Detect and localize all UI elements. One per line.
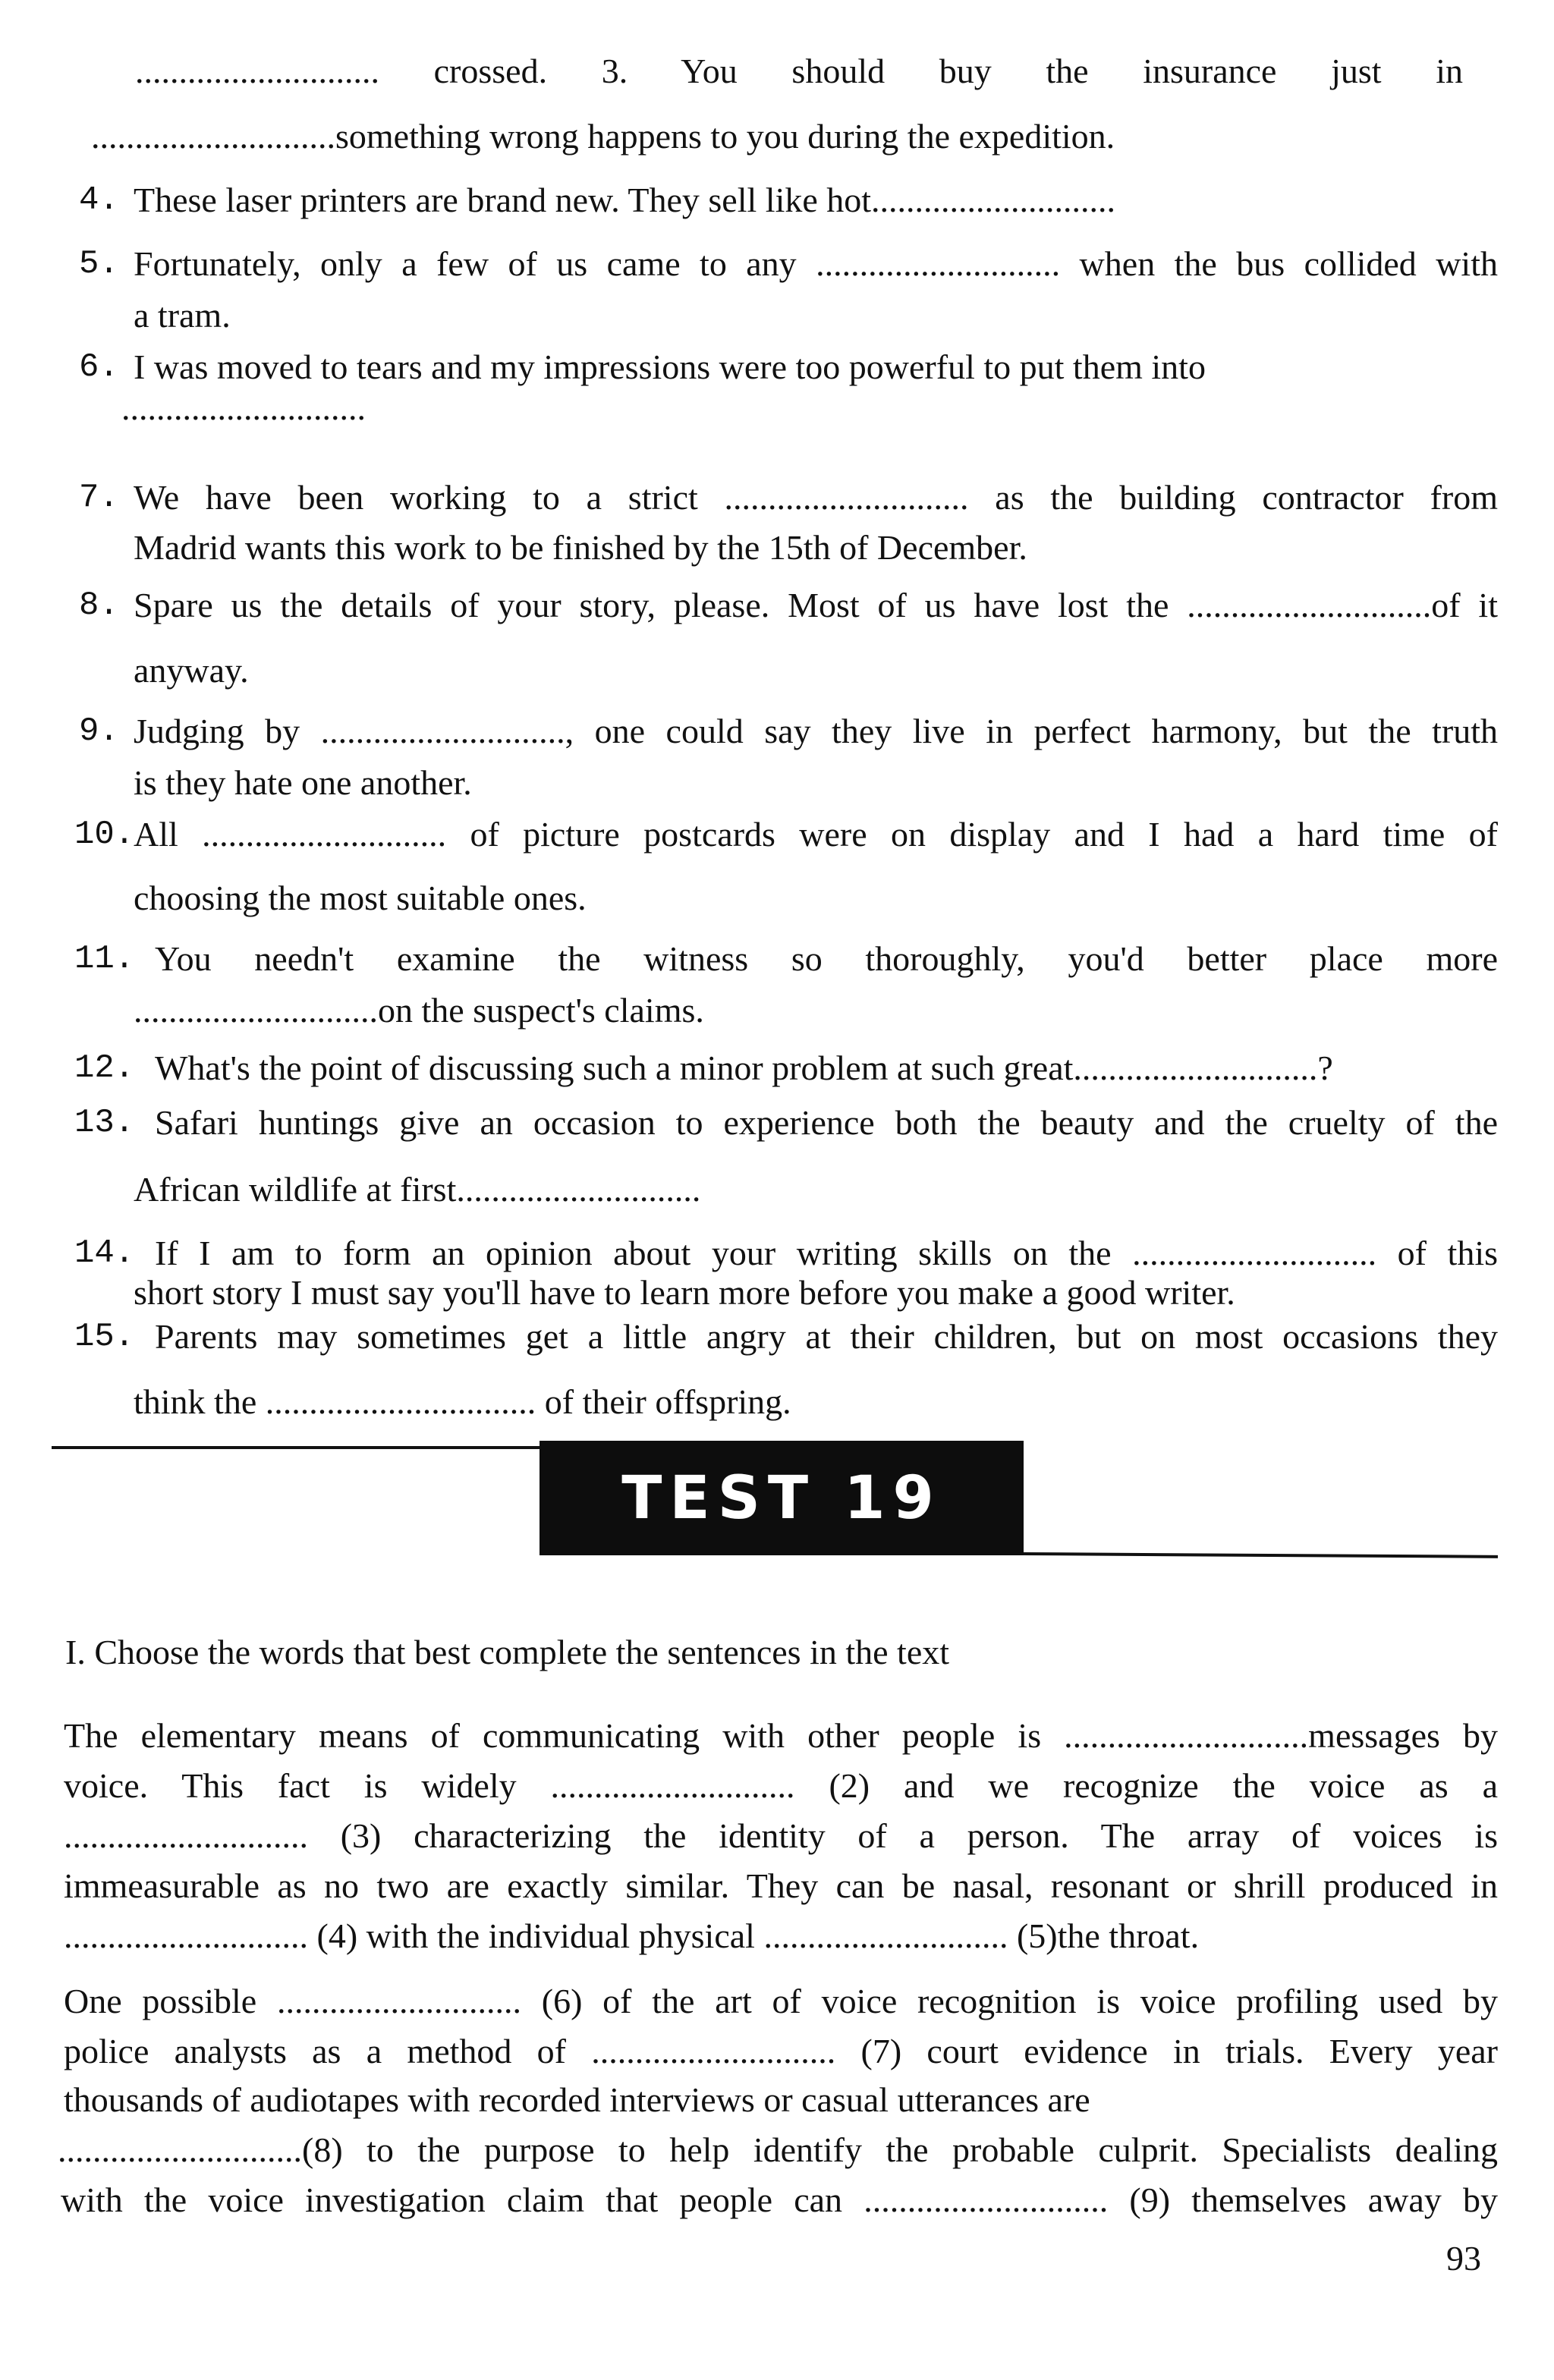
- item-line: We have been working to a strict ............................ as the building contractor from: [134, 478, 1498, 517]
- item-number: 12.: [74, 1049, 135, 1087]
- item-line: If I am to form an opinion about your writing skills on the ............................ of this: [155, 1234, 1498, 1272]
- paragraph-1-line: immeasurable as no two are exactly similar. They can be nasal, resonant or shrill produced in: [64, 1866, 1498, 1905]
- item-line: African wildlife at first............................: [134, 1170, 701, 1209]
- item-line: Parents may sometimes get a little angry at their children, but on most occasions they: [155, 1317, 1498, 1356]
- item-line: What's the point of discussing such a minor problem at such great............................?: [155, 1049, 1333, 1087]
- item-line: anyway.: [134, 651, 249, 690]
- item-line: is they hate one another.: [134, 763, 472, 802]
- paragraph-2-line: One possible ............................ (6) of the art of voice recognition is voice profiling used by: [64, 1982, 1498, 2020]
- paragraph-1-line: ............................ (4) with the individual physical ............................ (5)the throat.: [64, 1916, 1200, 1955]
- item-number: 4.: [79, 181, 119, 219]
- paragraph-1-line: ............................ (3) characterizing the identity of a person. The array of voices is: [64, 1816, 1498, 1855]
- page-number: 93: [1446, 2239, 1481, 2278]
- item-line: You needn't examine the witness so thoroughly, you'd better place more: [155, 939, 1498, 978]
- paragraph-1-line: The elementary means of communicating with other people is ............................messages by: [64, 1716, 1498, 1755]
- item-number: 5.: [79, 245, 119, 283]
- section-instruction: I. Choose the words that best complete the sentences in the text: [65, 1633, 950, 1671]
- paragraph-2-line: with the voice investigation claim that people can ............................ (9) themselves away by: [61, 2180, 1498, 2219]
- item-line: I was moved to tears and my impressions were too powerful to put them into: [134, 347, 1206, 386]
- item-number: 13.: [74, 1104, 135, 1142]
- item-line: short story I must say you'll have to learn more before you make a good writer.: [134, 1273, 1235, 1312]
- paragraph-2-line: police analysts as a method of ............................ (7) court evidence in trials. Every year: [64, 2032, 1498, 2070]
- item-line: ............................on the suspect's claims.: [134, 991, 704, 1030]
- item-line: choosing the most suitable ones.: [134, 879, 587, 917]
- paragraph-1-line: voice. This fact is widely ............................ (2) and we recognize the voice as a: [64, 1766, 1498, 1805]
- item-line: These laser printers are brand new. They sell like hot............................: [134, 181, 1116, 219]
- divider-left: [52, 1446, 541, 1449]
- continuation-line-1: ............................ crossed. 3. You should buy the insurance just in: [135, 52, 1463, 90]
- item-number: 7.: [79, 479, 119, 517]
- item-line: think the ............................... of their offspring.: [134, 1382, 791, 1421]
- test-title-banner: [539, 1441, 1024, 1555]
- item-line: Madrid wants this work to be finished by the 15th of December.: [134, 528, 1027, 567]
- paragraph-2-line: thousands of audiotapes with recorded interviews or casual utterances are: [64, 2080, 1090, 2119]
- item-line: All ............................ of picture postcards were on display and I had a hard time of: [134, 815, 1498, 854]
- item-line: Judging by ............................, one could say they live in perfect harmony, but the truth: [134, 712, 1498, 750]
- divider-right: [1024, 1552, 1498, 1558]
- item-line: a tram.: [134, 296, 231, 335]
- item-number: 11.: [74, 940, 135, 978]
- test-title: TEST 19: [621, 1464, 942, 1533]
- item-number: 15.: [74, 1318, 135, 1356]
- item-line: Safari huntings give an occasion to experience both the beauty and the cruelty of the: [155, 1103, 1498, 1142]
- item-line: Fortunately, only a few of us came to any ............................ when the bus collided with: [134, 244, 1498, 283]
- paragraph-2-line: ............................(8) to the purpose to help identify the probable culprit. Specialists dealing: [58, 2130, 1498, 2169]
- item-line: ............................: [121, 388, 366, 427]
- item-number: 9.: [79, 712, 119, 750]
- continuation-line-2: ............................something wrong happens to you during the expedition.: [91, 117, 1115, 156]
- item-line: Spare us the details of your story, please. Most of us have lost the ............................of it: [134, 586, 1498, 624]
- item-number: 6.: [79, 348, 119, 386]
- item-number: 14.: [74, 1234, 135, 1272]
- item-number: 8.: [79, 586, 119, 624]
- item-number: 10.: [74, 816, 135, 854]
